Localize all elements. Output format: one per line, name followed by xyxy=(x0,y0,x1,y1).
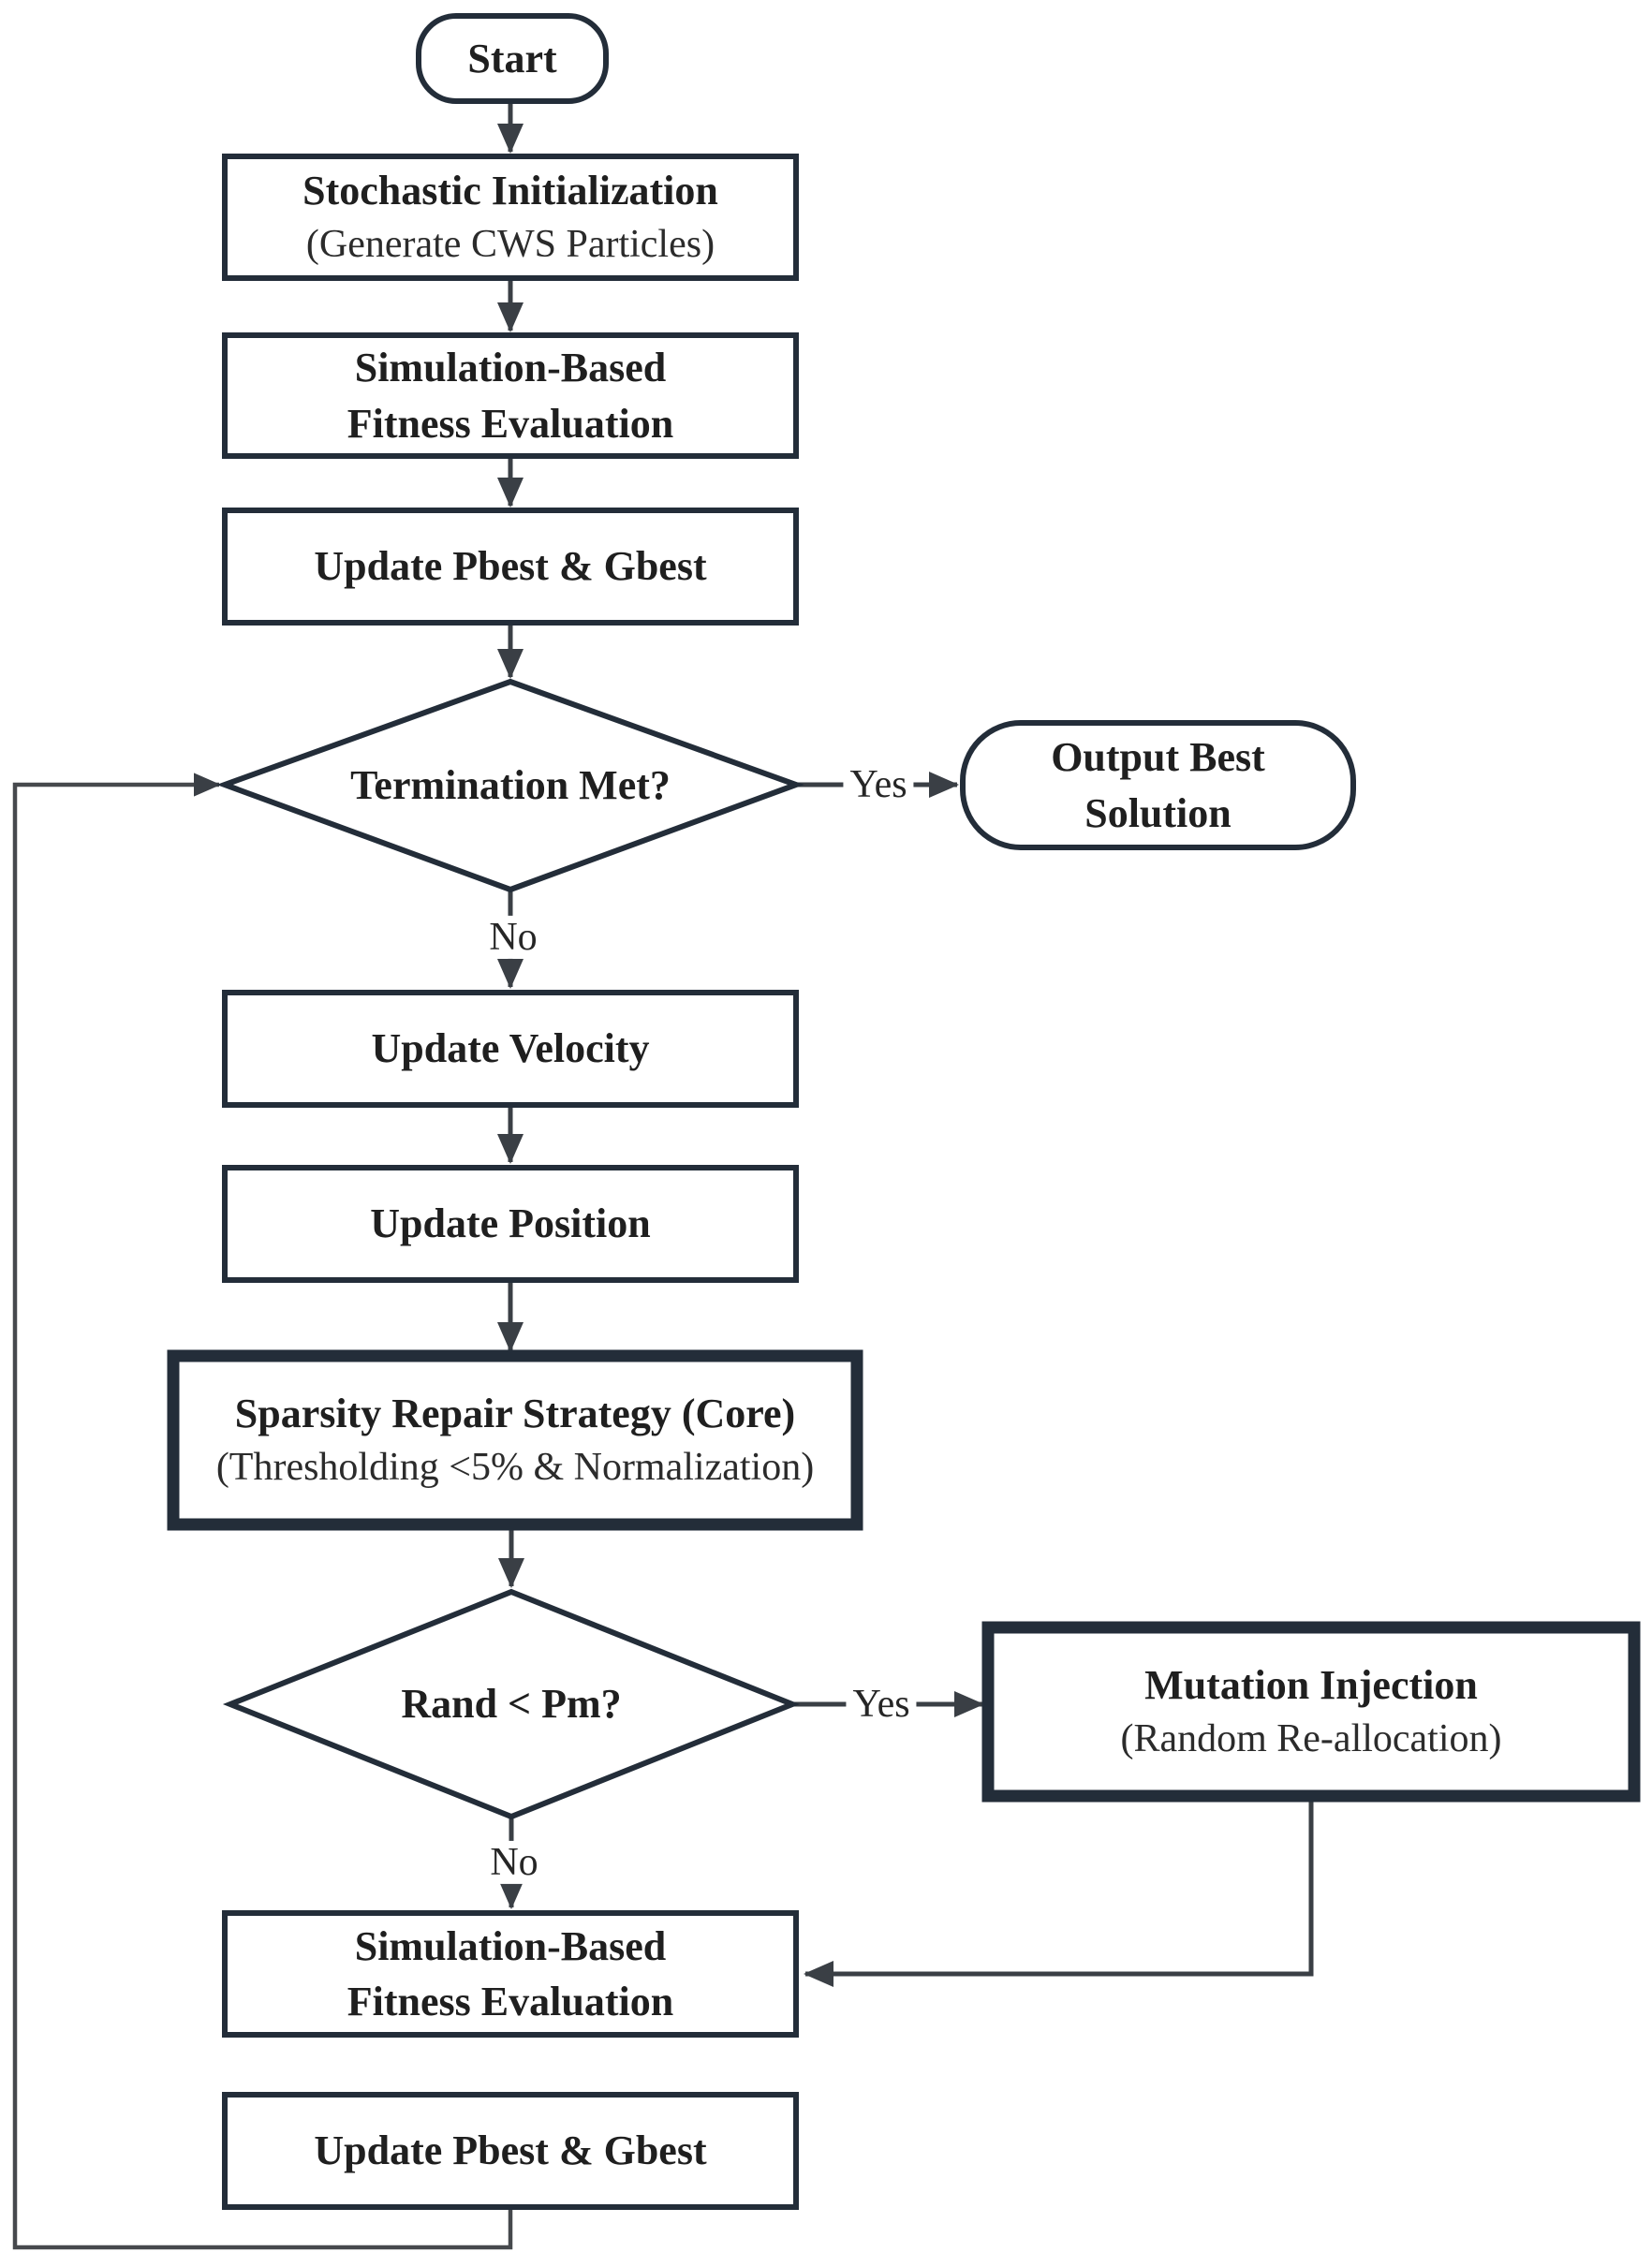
update-best-top-title: Update Pbest & Gbest xyxy=(314,543,707,590)
update-best-top-label xyxy=(225,510,796,623)
fitness-evaluation-top-line1: Simulation-Based xyxy=(354,345,667,391)
mutation-injection-subtitle: (Random Re-allocation) xyxy=(1120,1717,1502,1761)
termination-yes-label: Yes xyxy=(843,763,913,806)
rand-pm-decision-label xyxy=(230,1592,792,1817)
fitness-evaluation-bottom-label xyxy=(225,1913,796,2035)
start-node-label xyxy=(419,16,606,101)
update-best-bottom-label xyxy=(225,2095,796,2207)
termination-no-label: No xyxy=(482,916,543,959)
stochastic-initialization-subtitle: (Generate CWS Particles) xyxy=(305,223,715,267)
edge-mutation-to-fitness2 xyxy=(805,1796,1311,1974)
mutation-injection-label xyxy=(988,1627,1634,1796)
update-velocity-label xyxy=(225,993,796,1105)
update-velocity-title: Update Velocity xyxy=(371,1025,650,1072)
fitness-evaluation-top-label xyxy=(225,335,796,456)
fitness-evaluation-bottom-line1: Simulation-Based xyxy=(354,1922,667,1969)
update-best-bottom-title: Update Pbest & Gbest xyxy=(314,2127,707,2174)
rand-no-label: No xyxy=(483,1841,544,1884)
fitness-evaluation-bottom-line2: Fitness Evaluation xyxy=(347,1979,674,2024)
sparsity-repair-label xyxy=(173,1356,857,1524)
sparsity-repair-subtitle: (Thresholding <5% & Normalization) xyxy=(215,1446,815,1490)
stochastic-initialization-label xyxy=(225,156,796,278)
termination-question: Termination Met? xyxy=(350,762,671,809)
start-text: Start xyxy=(467,35,557,81)
mutation-injection-title: Mutation Injection xyxy=(1144,1661,1478,1708)
sparsity-repair-title: Sparsity Repair Strategy (Core) xyxy=(234,1390,796,1436)
output-best-line2: Solution xyxy=(1084,789,1232,836)
rand-yes-label: Yes xyxy=(846,1683,916,1726)
output-best-line1: Output Best xyxy=(1051,734,1265,781)
fitness-evaluation-top-line2: Fitness Evaluation xyxy=(347,400,674,447)
output-best-solution-label xyxy=(963,723,1353,847)
stochastic-initialization-title: Stochastic Initialization xyxy=(302,167,718,213)
rand-pm-question: Rand < Pm? xyxy=(401,1681,622,1728)
update-position-label xyxy=(225,1168,796,1280)
termination-decision-label xyxy=(229,682,791,890)
update-position-title: Update Position xyxy=(370,1200,651,1247)
